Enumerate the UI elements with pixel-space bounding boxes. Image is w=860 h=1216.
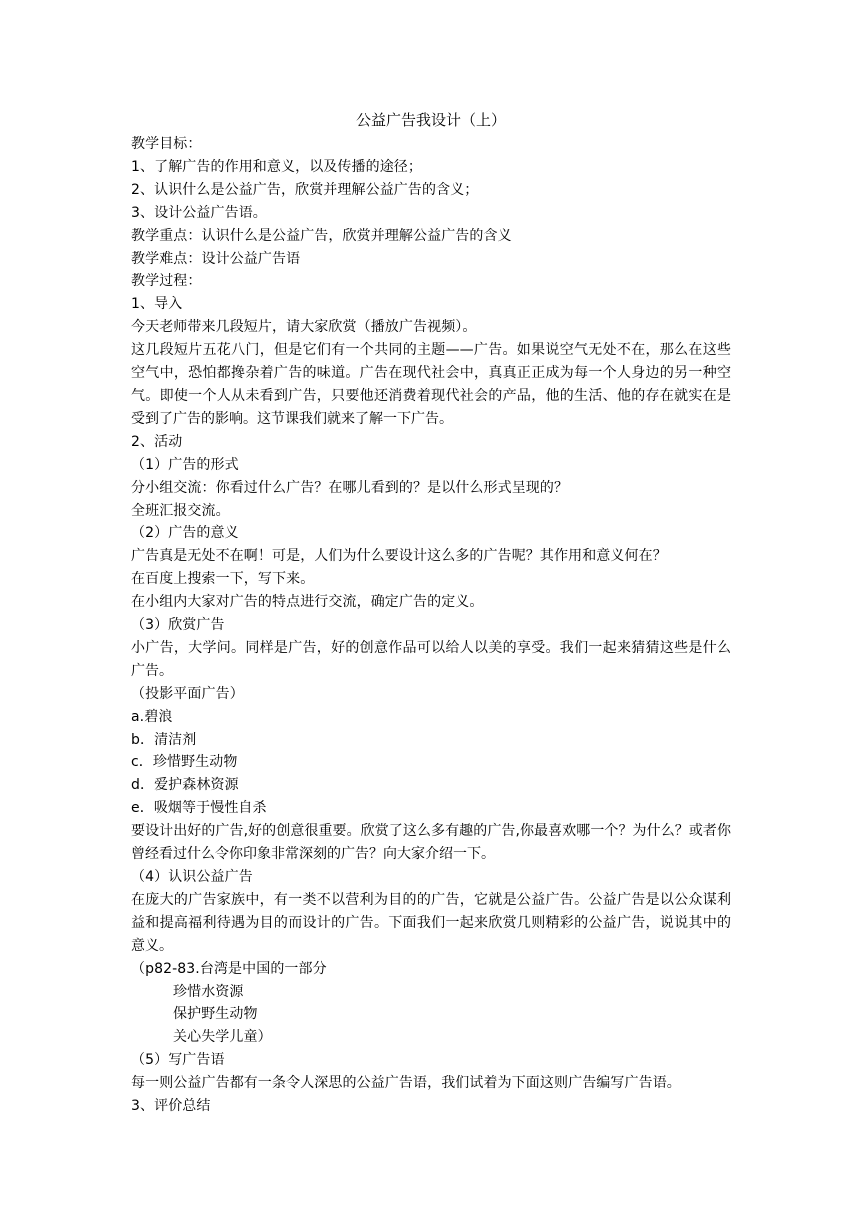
example-item: 关心失学儿童） bbox=[173, 1029, 272, 1046]
example-item: 保护野生动物 bbox=[173, 1006, 258, 1023]
list-item: d．爱护森林资源 bbox=[131, 777, 239, 794]
body-text: 分小组交流：你看过什么广告？在哪儿看到的？是以什么形式呈现的？ bbox=[131, 479, 569, 496]
list-item: e．吸烟等于慢性自杀 bbox=[131, 800, 267, 817]
objective-item: 3、设计公益广告语。 bbox=[131, 204, 267, 221]
body-text: 广告真是无处不在啊！可是，人们为什么要设计这么多的广告呢？其作用和意义何在？ bbox=[131, 548, 667, 565]
objectives-heading: 教学目标： bbox=[131, 136, 202, 152]
body-text: 在百度上搜索一下，写下来。 bbox=[131, 571, 315, 588]
body-paragraph: 小广告，大学问。同样是广告，好的创意作品可以给人以美的享受。我们一起来猜猜这些是什么广告。 bbox=[131, 639, 731, 679]
objective-item: 1、了解广告的作用和意义，以及传播的途径； bbox=[131, 158, 423, 175]
process-heading: 教学过程： bbox=[131, 273, 202, 290]
reference-note: （p82-83.台湾是中国的一部分 bbox=[131, 960, 327, 977]
body-text: 在小组内大家对广告的特点进行交流，确定广告的定义。 bbox=[131, 594, 484, 611]
subsection-heading: （5）写广告语 bbox=[131, 1052, 225, 1069]
body-paragraph: 要设计出好的广告,好的创意很重要。欣赏了这么多有趣的广告,你最喜欢哪一个？为什么？或者你曾经看过什么令你印象非常深刻的广告？向大家介绍一下。 bbox=[131, 823, 731, 863]
example-item: 珍惜水资源 bbox=[173, 983, 244, 1000]
body-text: 每一则公益广告都有一条令人深思的公益广告语，我们试着为下面这则广告编写广告语。 bbox=[131, 1075, 681, 1092]
list-item: c．珍惜野生动物 bbox=[131, 754, 238, 771]
body-paragraph: 这几段短片五花八门，但是它们有一个共同的主题——广告。如果说空气无处不在，那么在这些空气中，恐怕都搀杂着广告的味道。广告在现代社会中，真真正正成为每一个人身边的另一种空气。即使一个人从未看到广告，只要他还消费着现代社会的产品，他的生活、他的存在就实在是受到了广告的影响。这节课我们就来了解一下广告。 bbox=[131, 342, 731, 427]
document-title: 公益广告我设计（上） bbox=[355, 111, 506, 129]
subsection-heading: （2）广告的意义 bbox=[131, 525, 239, 542]
body-text: 今天老师带来几段短片，请大家欣赏（播放广告视频）。 bbox=[131, 319, 477, 336]
list-item: b．清洁剂 bbox=[131, 731, 197, 748]
section-heading: 1、导入 bbox=[131, 296, 183, 313]
body-paragraph: 在庞大的广告家族中，有一类不以营利为目的的广告，它就是公益广告。公益广告是以公众谋利益和提高福利待遇为目的而设计的广告。下面我们一起来欣赏几则精彩的公益广告，说说其中的意义。 bbox=[131, 891, 731, 954]
subsection-heading: （1）广告的形式 bbox=[131, 456, 239, 473]
objective-item: 2、认识什么是公益广告，欣赏并理解公益广告的含义； bbox=[131, 181, 479, 198]
document-body bbox=[131, 107, 731, 1118]
difficulty: 教学难点：设计公益广告语 bbox=[131, 250, 301, 267]
subsection-heading: （3）欣赏广告 bbox=[131, 617, 225, 634]
list-item: a.碧浪 bbox=[131, 708, 173, 725]
subsection-heading: （4）认识公益广告 bbox=[131, 869, 253, 885]
section-heading: 2、活动 bbox=[131, 433, 183, 450]
section-heading: 3、评价总结 bbox=[131, 1098, 211, 1115]
body-text: 全班汇报交流。 bbox=[131, 502, 230, 519]
key-point: 教学重点：认识什么是公益广告，欣赏并理解公益广告的含义 bbox=[131, 227, 512, 244]
projection-note: （投影平面广告） bbox=[131, 685, 244, 702]
